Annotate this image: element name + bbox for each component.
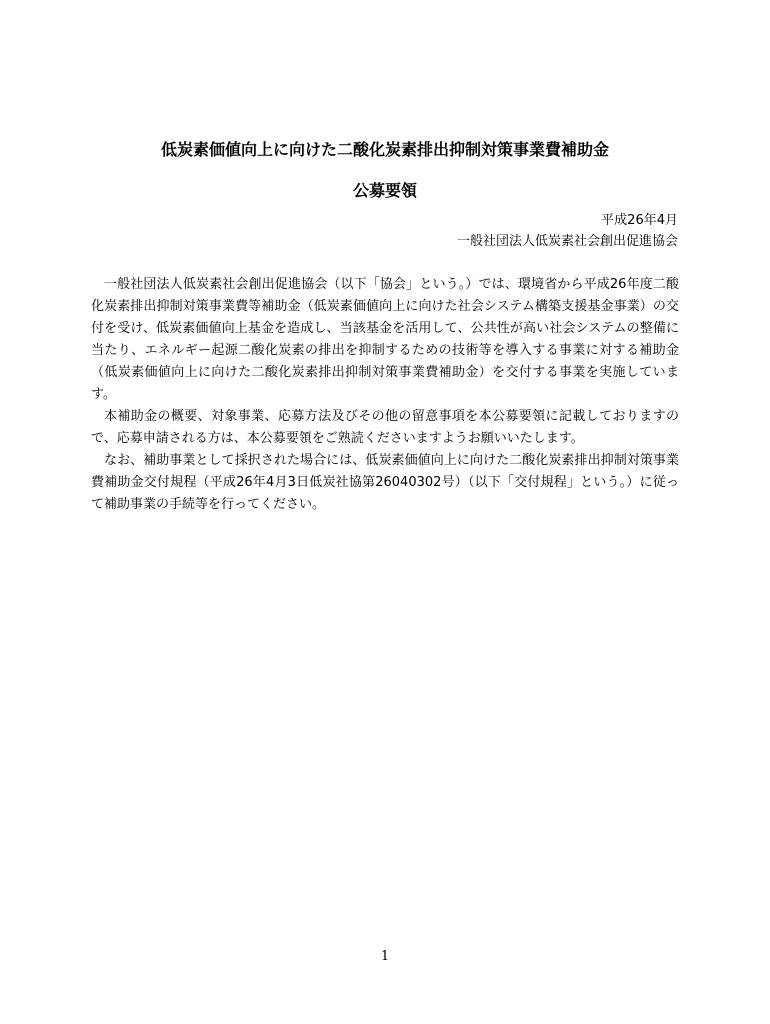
document-title: 低炭素価値向上に向けた二酸化炭素排出抑制対策事業費補助金: [160, 140, 609, 159]
document-subtitle: 公募要領: [352, 181, 417, 200]
issuing-organization: 一般社団法人低炭素社会創出促進協会: [456, 234, 678, 249]
body-paragraph-2: 本補助金の概要、対象事業、応募方法及びその他の留意事項を本公募要領に記載しておりますので、応募申請される方は、本公募要領をご熟読くださいますようお願いいたします。: [91, 409, 679, 446]
body-paragraph-1: 一般社団法人低炭素社会創出促進協会（以下「協会」という。）では、環境省から平成26年度二酸化炭素排出抑制対策事業費等補助金（低炭素価値向上に向けた社会システム構築支援基金事業）の交付を受け、低炭素価値向上基金を造成し、当該基金を活用して、公共性が高い社会システムの整備に当たり、エネルギー起源二酸化炭素の排出を抑制するための技術等を導入する事業に対する補助金（低炭素価値向上に向けた二酸化炭素排出抑制対策事業費補助金）を交付する事業を実施しています。: [91, 277, 679, 402]
body-paragraph-3: なお、補助事業として採択された場合には、低炭素価値向上に向けた二酸化炭素排出抑制対策事業費補助金交付規程（平成26年4月3日低炭社協第26040302号）（以下「交付規程」という。）に従って補助事業の手続等を行ってください。: [91, 453, 679, 512]
page-number: 1: [380, 949, 390, 964]
document-body: [91, 274, 679, 516]
document-date: 平成26年4月: [601, 213, 678, 228]
